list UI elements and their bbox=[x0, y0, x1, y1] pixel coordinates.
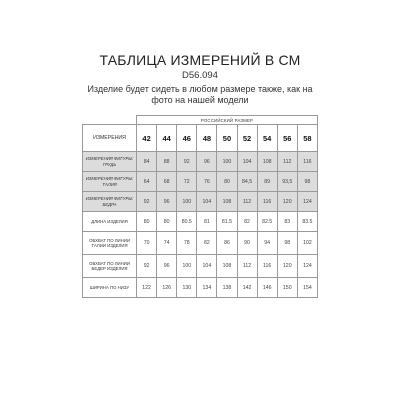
table-cell: 108 bbox=[217, 255, 237, 278]
table-cell: 78 bbox=[177, 232, 197, 255]
table-cell: 146 bbox=[257, 278, 277, 298]
row-label: ШИРИНА ПО НИЗУ bbox=[83, 278, 137, 298]
table-cell: 112 bbox=[277, 152, 297, 172]
size-header-46: 46 bbox=[177, 125, 197, 152]
table-cell: 122 bbox=[137, 278, 157, 298]
table-cell: 81 bbox=[197, 212, 217, 232]
table-cell: 100 bbox=[217, 152, 237, 172]
table-cell: 116 bbox=[257, 255, 277, 278]
table-cell: 130 bbox=[177, 278, 197, 298]
table-cell: 124 bbox=[297, 255, 317, 278]
size-header-50: 50 bbox=[217, 125, 237, 152]
table-row bbox=[83, 278, 318, 298]
table-cell: 83.5 bbox=[297, 212, 317, 232]
row-label: ИЗМЕРЕНИЯ ФИГУРЫ: ТАЛИЯ bbox=[83, 172, 137, 192]
table-cell: 96 bbox=[157, 255, 177, 278]
row-label: ИЗМЕРЕНИЯ ФИГУРЫ: ГРУДЬ bbox=[83, 152, 137, 172]
table-cell: 83 bbox=[277, 212, 297, 232]
table-cell: 96 bbox=[197, 152, 217, 172]
table-cell: 68 bbox=[157, 172, 177, 192]
table-cell: 154 bbox=[297, 278, 317, 298]
table-cell: 100 bbox=[177, 192, 197, 212]
group-header-row bbox=[83, 116, 318, 125]
table-cell: 70 bbox=[137, 232, 157, 255]
table-cell: 96 bbox=[157, 192, 177, 212]
row-label: ОБХВАТ ПО ЛИНИИ ТАЛИИ ИЗДЕЛИЯ bbox=[83, 232, 137, 255]
group-header: РОССИЙСКИЙ РАЗМЕР bbox=[137, 116, 318, 125]
table-cell: 89 bbox=[257, 172, 277, 192]
table-cell: 80.5 bbox=[177, 212, 197, 232]
table-cell: 120 bbox=[277, 192, 297, 212]
table-cell: 102 bbox=[297, 232, 317, 255]
table-cell: 92 bbox=[137, 192, 157, 212]
table-cell: 81.5 bbox=[217, 212, 237, 232]
row-label: ОБХВАТ ПО ЛИНИИ БЕДЕР ИЗДЕЛИЯ bbox=[83, 255, 137, 278]
table-cell: 92 bbox=[177, 152, 197, 172]
table-cell: 80 bbox=[137, 212, 157, 232]
table-cell: 88 bbox=[157, 152, 177, 172]
table-cell: 84 bbox=[137, 152, 157, 172]
header-label: ИЗМЕРЕНИЯ bbox=[83, 125, 137, 152]
table-cell: 94 bbox=[257, 232, 277, 255]
table-cell: 124 bbox=[297, 192, 317, 212]
table-cell: 150 bbox=[277, 278, 297, 298]
table-cell: 92 bbox=[137, 255, 157, 278]
table-row bbox=[83, 212, 318, 232]
table-row bbox=[83, 255, 318, 278]
table-cell: 82 bbox=[197, 232, 217, 255]
table-cell: 82 bbox=[237, 212, 257, 232]
table-cell: 112 bbox=[237, 255, 257, 278]
table-cell: 142 bbox=[237, 278, 257, 298]
table-cell: 80 bbox=[217, 172, 237, 192]
page-title: ТАБЛИЦА ИЗМЕРЕНИЙ В СМ bbox=[99, 52, 301, 68]
table-cell: 74 bbox=[157, 232, 177, 255]
table-cell: 80 bbox=[157, 212, 177, 232]
table-cell: 72 bbox=[177, 172, 197, 192]
table-cell: 104 bbox=[197, 192, 217, 212]
table-cell: 93,5 bbox=[277, 172, 297, 192]
size-header-42: 42 bbox=[137, 125, 157, 152]
table-cell: 116 bbox=[297, 152, 317, 172]
table-cell: 126 bbox=[157, 278, 177, 298]
table-cell: 90 bbox=[237, 232, 257, 255]
size-header-44: 44 bbox=[157, 125, 177, 152]
size-header-58: 58 bbox=[297, 125, 317, 152]
table-cell: 98 bbox=[277, 232, 297, 255]
table-cell: 84,5 bbox=[237, 172, 257, 192]
table-row bbox=[83, 192, 318, 212]
row-label: ДЛИНА ИЗДЕЛИЯ bbox=[83, 212, 137, 232]
table-cell: 138 bbox=[217, 278, 237, 298]
table-cell: 116 bbox=[257, 192, 277, 212]
table-cell: 108 bbox=[257, 152, 277, 172]
table-cell: 108 bbox=[217, 192, 237, 212]
table-cell: 100 bbox=[177, 255, 197, 278]
table-cell: 120 bbox=[277, 255, 297, 278]
table-cell: 64 bbox=[137, 172, 157, 192]
table-cell: 112 bbox=[237, 192, 257, 212]
size-header-row bbox=[83, 125, 318, 152]
table-cell: 134 bbox=[197, 278, 217, 298]
table-cell: 104 bbox=[237, 152, 257, 172]
fit-note: Изделие будет сидеть в любом размере также, как на фото на нашей модели bbox=[87, 84, 313, 105]
table-row bbox=[83, 172, 318, 192]
table-cell: 86 bbox=[217, 232, 237, 255]
size-table bbox=[82, 115, 318, 298]
table-cell: 76 bbox=[197, 172, 217, 192]
table-cell: 82.5 bbox=[257, 212, 277, 232]
size-header-48: 48 bbox=[197, 125, 217, 152]
row-label: ИЗМЕРЕНИЯ ФИГУРЫ: БЕДРА bbox=[83, 192, 137, 212]
table-row bbox=[83, 152, 318, 172]
table-cell: 98 bbox=[297, 172, 317, 192]
size-header-56: 56 bbox=[277, 125, 297, 152]
table-cell: 104 bbox=[197, 255, 217, 278]
size-header-52: 52 bbox=[237, 125, 257, 152]
product-code: D56.094 bbox=[182, 70, 218, 81]
blank-cell bbox=[83, 116, 137, 125]
table-row bbox=[83, 232, 318, 255]
size-header-54: 54 bbox=[257, 125, 277, 152]
